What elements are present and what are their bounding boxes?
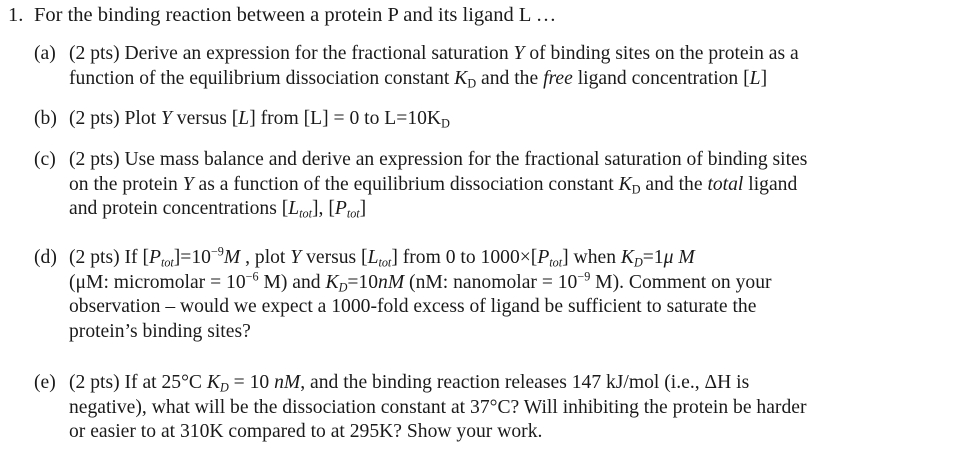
part-d-line-3: observation – would we expect a 1000-fold excess of ligand be sufficient to saturate the (69, 296, 757, 317)
part-d-line-1: (2 pts) If $[P_{tot}]=10^{-9}M$ , plot Y versus $[L_{tot}]$ from 0 to $1000\times[P_{tot}]$ when $K_D=1\mu$ M (69, 244, 695, 270)
part-a-line-1: (2 pts) Derive an expression for the fractional saturation Y of binding sites on the protein as a (69, 43, 799, 64)
part-c-label: (c) (34, 149, 56, 170)
part-a-text (69, 42, 799, 91)
part-e-text (69, 371, 806, 445)
part-d-text (69, 246, 772, 344)
part-e-line-3: or easier to at 310K compared to at 295K? Show your work. (69, 421, 543, 442)
part-a-label: (a) (34, 43, 56, 64)
part-d-line-4: protein’s binding sites? (69, 320, 251, 342)
question-number: 1. (8, 4, 24, 26)
part-b-label: (b) (34, 108, 57, 129)
part-c-text (69, 148, 807, 222)
part-e-line-2: negative), what will be the dissociation constant at 37°C? Will inhibiting the protein be harder (69, 396, 807, 418)
question-title: For the binding reaction between a protein P and its ligand L … (34, 4, 557, 26)
part-d-label: (d) (34, 247, 57, 268)
part-c-line-1: (2 pts) Use mass balance and derive an expression for the fractional saturation of binding sites (69, 149, 808, 170)
part-b-line-1: (2 pts) Plot Y versus [L] from [L] = 0 to $L=10K_D$ (69, 108, 450, 131)
part-c-line-2: on the protein Y as a function of the equilibrium dissociation constant $K_D$ and the total ligand (69, 173, 798, 196)
part-e-line-1: (2 pts) If at 25°C $K_D = 10$ nM, and the binding reaction releases 147 kJ/mol (i.e., ΔH is (69, 372, 750, 395)
part-e-label: (e) (34, 372, 56, 393)
part-b-text (69, 107, 450, 132)
part-c-line-3: and protein concentrations $[L_{tot}]$, $[P_{tot}]$ (69, 198, 367, 221)
part-a-line-2: function of the equilibrium dissociation constant $K_D$ and the free ligand concentration [L] (69, 67, 768, 90)
question-header (8, 2, 556, 28)
part-d-line-2: (μM: micromolar = $10^{-6}$ M) and $K_D=10nM$ (nM: nanomolar = $10^{-9}$ M). Comment on your (69, 268, 772, 294)
